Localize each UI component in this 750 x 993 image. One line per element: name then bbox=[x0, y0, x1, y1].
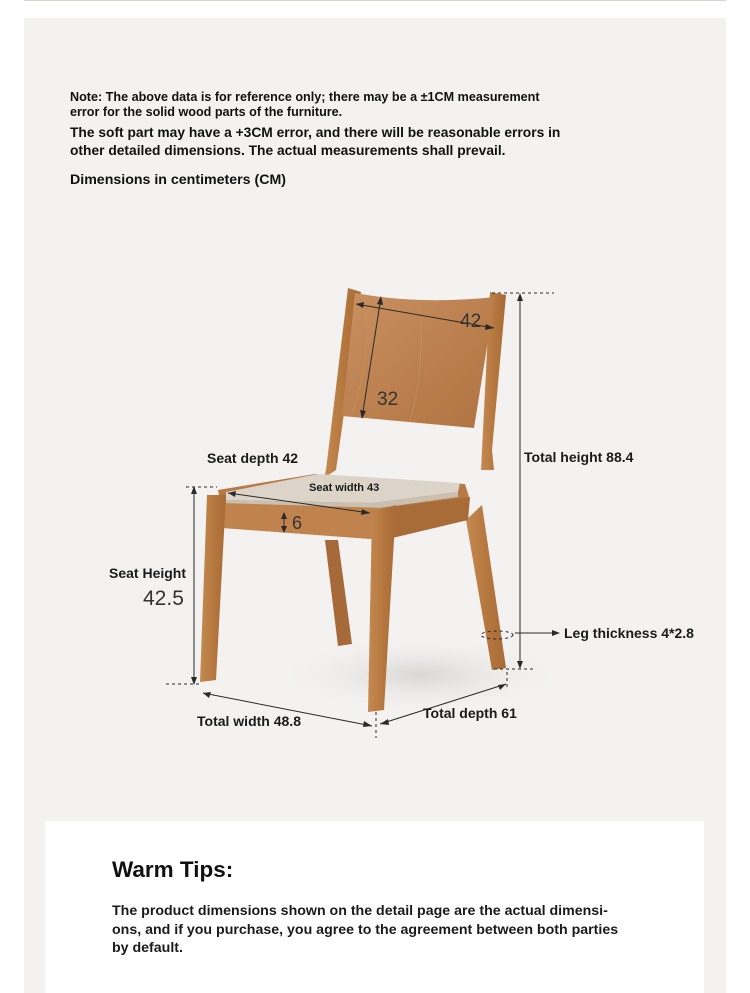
note-wood-error: Note: The above data is for reference only; there may be a ±1CM measurement error for the solid wood parts of the furniture. bbox=[70, 90, 540, 119]
back-height-label: 32 bbox=[377, 389, 399, 410]
seat-height-label: Seat Height bbox=[109, 565, 187, 581]
warm-tips-title: Warm Tips: bbox=[112, 857, 234, 882]
warm-tips-card bbox=[45, 821, 704, 993]
seat-depth-label: Seat depth 42 bbox=[207, 450, 299, 466]
note-units: Dimensions in centimeters (CM) bbox=[70, 172, 287, 188]
note-soft-error: The soft part may have a +3CM error, and there will be reasonable errors in other detailed dimensions. The actual measurements shall prevail. bbox=[70, 125, 561, 158]
total-height-label: Total height 88.4 bbox=[524, 449, 634, 465]
total-width-label: Total width 48.8 bbox=[197, 713, 301, 729]
seat-width-label: Seat width 43 bbox=[309, 482, 380, 494]
floor-shadow bbox=[270, 635, 570, 715]
warm-tips-body: The product dimensions shown on the detail page are the actual dimensi-ons, and if you purchase, you agree to the agreement between both parties by default. bbox=[112, 903, 619, 956]
leg-thickness-label: Leg thickness 4*2.8 bbox=[564, 625, 694, 641]
front-left-leg bbox=[200, 495, 226, 682]
apron-height-label: 6 bbox=[292, 513, 303, 533]
total-depth-label: Total depth 61 bbox=[423, 705, 517, 721]
seat-height-value: 42.5 bbox=[143, 587, 184, 610]
back-width-label: 42 bbox=[460, 311, 482, 332]
rear-left-leg bbox=[325, 540, 352, 646]
front-apron bbox=[222, 503, 385, 540]
